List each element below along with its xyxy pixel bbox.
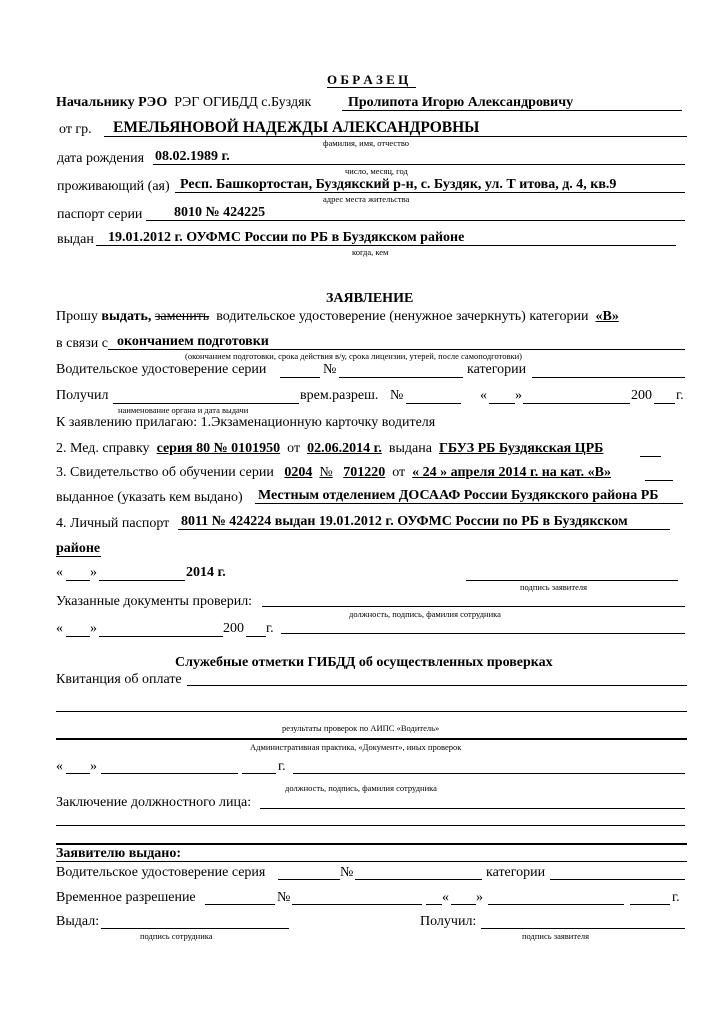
training-cert-date: « 24 » апреля 2014 г. на кат. «В» [412,465,611,480]
issued-caption: когда, кем [352,247,389,257]
date-open-quote: « [480,388,487,403]
aips-caption: результаты проверок по АИПС «Водитель» [282,723,440,733]
address-value: Респ. Башкортостан, Буздякский р-н, с. Буздяк, ул. Т итова, д. 4, кв.9 [180,177,617,192]
issued-temp-label: Временное разрешение [56,890,196,905]
passport-line-prefix: 4. Личный паспорт [56,516,170,531]
temp-permit-no-label: № [390,388,404,403]
request-line [56,310,619,324]
training-cert-no-label: № [319,465,333,480]
temp-permit-label: врем.разреш. [300,388,379,403]
medical-cert-line [56,442,603,456]
checked-label: Указанные документы проверил: [56,594,253,609]
issued-value: 19.01.2012 г. ОУФМС России по РБ в Буздякском районе [108,230,465,245]
training-cert-line [56,466,611,480]
applicant-signature-caption: подпись заявителя [520,582,587,592]
issued-date-suffix: г. [672,890,680,905]
medical-cert-issued: выдана [388,441,432,456]
recipient-line [56,96,311,110]
passport-line-value-2: районе [56,541,101,556]
issuer-value: Местным отделением ДОСААФ России Буздякского района РБ [258,488,659,503]
passport-label: паспорт серии [57,207,143,222]
issued-license-no-label: № [340,865,354,880]
issued-by-label: Выдал: [56,914,100,929]
dob-value: 08.02.1989 г. [155,149,230,164]
option-issue: выдать, [101,309,152,324]
request-prefix: Прошу [56,309,98,324]
passport-value: 8010 № 424225 [174,205,266,220]
license-category: «В» [595,309,619,324]
dob-caption: число, месяц, год [345,166,408,176]
license-no-label: № [323,362,337,377]
issued-by-caption: подпись сотрудника [140,931,213,941]
dob-label: дата рождения [57,151,145,166]
reason-value: окончанием подготовки [117,334,269,349]
statement-heading: ЗАЯВЛЕНИЕ [326,291,414,306]
issuer-label: выданное (указать кем выдано) [56,490,243,505]
received-by-label: Получил: [420,914,477,929]
issued-date-open-quote: « [442,890,449,905]
service-date-suffix: г. [278,759,286,774]
attachments-line: К заявлению прилагаю: 1.Экзаменационную карточку водителя [56,415,436,430]
training-cert-from: от [392,465,406,480]
training-cert-prefix: 3. Свидетельство об обучении серии [56,465,274,480]
received-label: Получил [56,388,109,403]
check-date-open-quote: « [56,621,63,636]
recipient-name: Пролипота Игорю Александровичу [348,95,574,110]
issued-heading: Заявителю выдано: [56,846,182,861]
license-series-label: Водительское удостоверение серии [56,362,267,377]
service-date-open-quote: « [56,759,63,774]
received-caption: наименование органа и дата выдачи [118,405,249,415]
medical-cert-org: ГБУЗ РБ Буздякская ЦРБ [438,441,604,456]
passport-line-value: 8011 № 424224 выдан 19.01.2012 г. ОУФМС России по РБ в Буздякском [181,514,628,529]
officer-caption: должность, подпись, фамилия сотрудника [285,783,437,793]
issued-label: выдан [57,232,94,247]
address-label: проживающий (ая) [57,179,170,194]
applicant-name: ЕМЕЛЬЯНОВОЙ НАДЕЖДЫ АЛЕКСАНДРОВНЫ [113,119,480,136]
from-label: от гр. [59,122,92,137]
reason-caption: (окончанием подготовки, срока действия в/у, срока лицензии, утерей, после самоподготовки) [185,351,522,361]
recipient-dept: РЭГ ОГИБДД с.Буздяк [174,95,312,110]
receipt-label: Квитанция об оплате [56,672,182,687]
issued-license-label: Водительское удостоверение серия [56,865,266,880]
training-cert-number: 701220 [343,465,386,480]
received-by-caption: подпись заявителя [522,931,589,941]
address-caption: адрес места жительства [323,194,410,204]
option-replace: заменить [154,309,210,324]
request-text: водительское удостоверение (ненужное зачеркнуть) категории [216,309,589,324]
admin-caption: Административная практика, «Документ», иных проверок [250,742,462,752]
check-date-close-quote: » [90,621,97,636]
sign-year: 2014 г. [186,565,226,580]
license-cat-label: категории [467,362,527,377]
reason-label: в связи с [56,336,108,351]
service-heading: Служебные отметки ГИБДД об осуществленных проверках [175,655,553,670]
year-prefix: 200 [631,388,652,403]
date-close-quote: » [515,388,522,403]
training-cert-series: 0204 [284,465,313,480]
year-suffix: г. [676,388,684,403]
medical-cert-date: 02.06.2014 г. [307,441,382,456]
service-date-close-quote: » [90,759,97,774]
sign-date-close-quote: » [90,565,97,580]
issued-license-cat-label: категории [486,865,546,880]
medical-cert-prefix: 2. Мед. справку [56,441,150,456]
document-title: О Б Р А З Е Ц [327,72,409,87]
check-year-suffix: г. [266,621,274,636]
recipient-title: Начальнику РЭО [56,95,168,110]
issued-date-close-quote: » [476,890,483,905]
medical-cert-series: серия 80 № 0101950 [156,441,281,456]
issued-temp-no-label: № [277,890,291,905]
checked-caption: должность, подпись, фамилия сотрудника [349,609,501,619]
medical-cert-from: от [287,441,301,456]
conclusion-label: Заключение должностного лица: [56,795,252,810]
name-caption: фамилия, имя, отчество [323,138,410,148]
check-year-prefix: 200 [223,621,244,636]
sign-date-open-quote: « [56,565,63,580]
